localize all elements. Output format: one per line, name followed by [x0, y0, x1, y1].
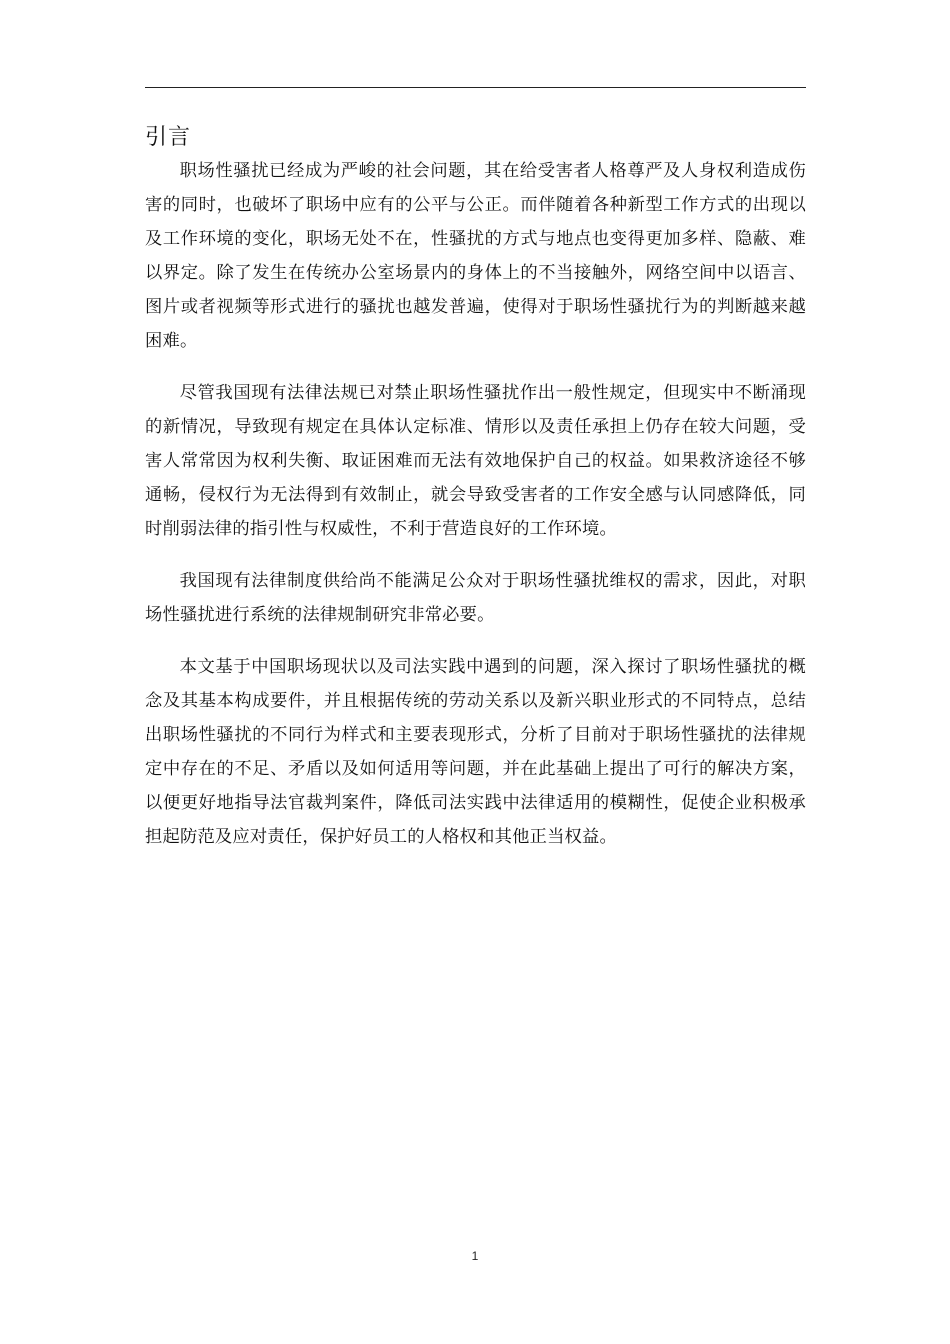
header-rule [145, 87, 806, 88]
paragraph-1: 职场性骚扰已经成为严峻的社会问题，其在给受害者人格尊严及人身权利造成伤害的同时，也破坏了职场中应有的公平与公正。而伴随着各种新型工作方式的出现以及工作环境的变化，职场无处不在，性骚扰的方式与地点也变得更加多样、隐蔽、难以界定。除了发生在传统办公室场景内的身体上的不当接触外，网络空间中以语言、图片或者视频等形式进行的骚扰也越发普遍，使得对于职场性骚扰行为的判断越来越困难。 [145, 161, 806, 351]
page-number: 1 [471, 1249, 479, 1263]
paragraph-4: 本文基于中国职场现状以及司法实践中遇到的问题，深入探讨了职场性骚扰的概念及其基本构成要件，并且根据传统的劳动关系以及新兴职业形式的不同特点，总结出职场性骚扰的不同行为样式和主要表现形式，分析了目前对于职场性骚扰的法律规定中存在的不足、矛盾以及如何适用等问题，并在此基础上提出了可行的解决方案，以便更好地指导法官裁判案件，降低司法实践中法律适用的模糊性，促使企业积极承担起防范及应对责任，保护好员工的人格权和其他正当权益。 [145, 657, 806, 847]
paragraph-3: 我国现有法律制度供给尚不能满足公众对于职场性骚扰维权的需求，因此，对职场性骚扰进行系统的法律规制研究非常必要。 [145, 571, 806, 625]
section-heading: 引言 [145, 125, 192, 150]
body-text [145, 154, 806, 872]
paragraph-2: 尽管我国现有法律法规已对禁止职场性骚扰作出一般性规定，但现实中不断涌现的新情况，导致现有规定在具体认定标准、情形以及责任承担上仍存在较大问题，受害人常常因为权利失衡、取证困难而无法有效地保护自己的权益。如果救济途径不够通畅，侵权行为无法得到有效制止，就会导致受害者的工作安全感与认同感降低，同时削弱法律的指引性与权威性，不利于营造良好的工作环境。 [145, 383, 806, 539]
